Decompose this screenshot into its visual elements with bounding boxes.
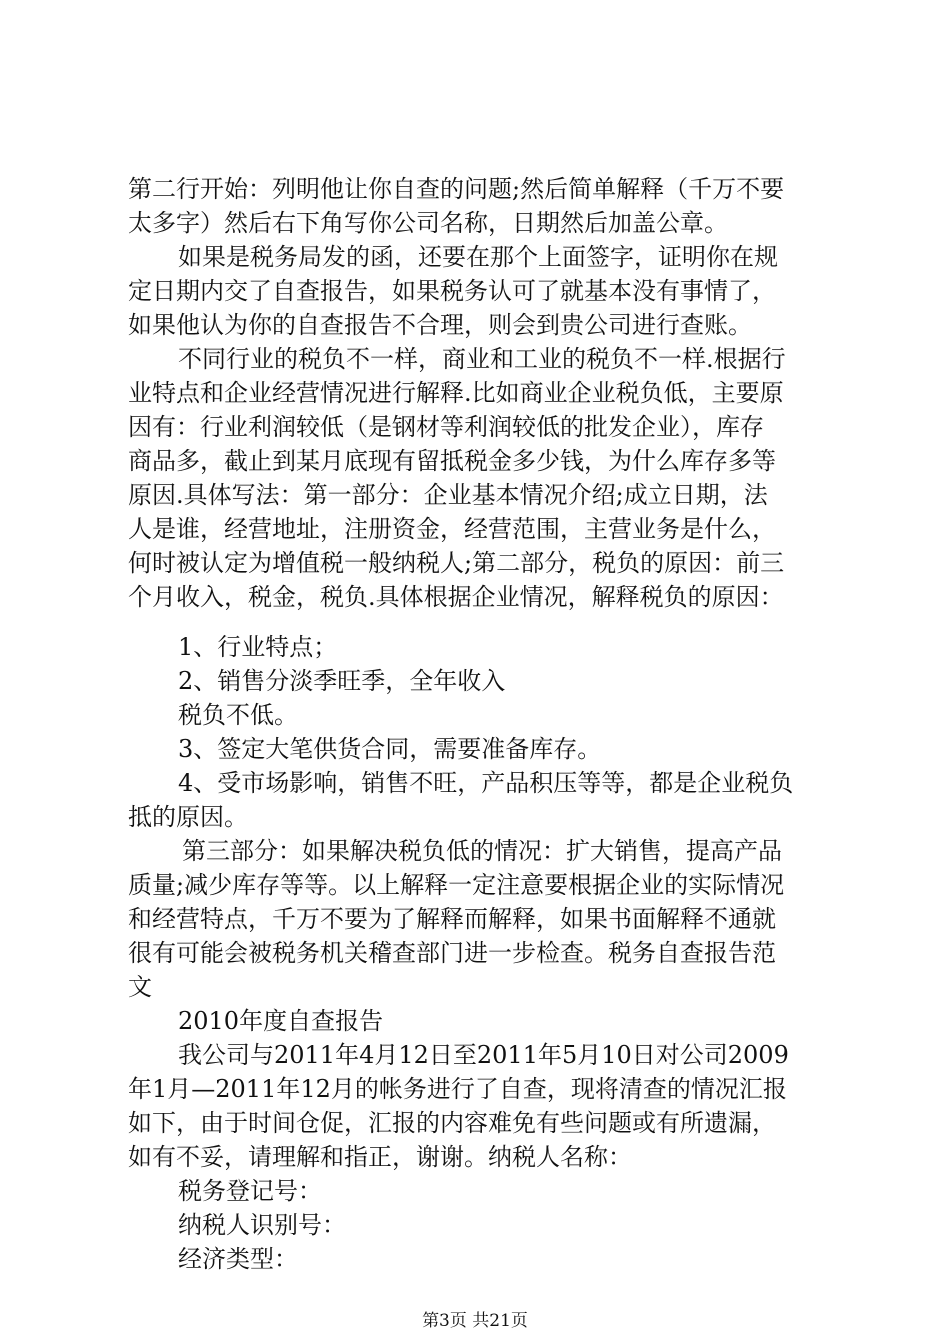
text-line	[0, 1004, 950, 1038]
text-line	[0, 172, 950, 206]
text: 如下，由于时间仓促，汇报的内容难免有些问题或有所遗漏，	[128, 1109, 776, 1137]
text-line	[0, 902, 950, 936]
text-line	[0, 936, 950, 970]
text: 年1月—2011年12月的帐务进行了自查，现将清查的情况汇报	[128, 1075, 787, 1103]
text-line	[0, 868, 950, 902]
text-line	[0, 1106, 950, 1140]
text: 3、签定大笔供货合同，需要准备库存。	[178, 735, 602, 763]
text-line	[0, 698, 950, 732]
text-line	[0, 410, 950, 444]
text: 我公司与2011年4月12日至2011年5月10日对公司2009	[178, 1041, 789, 1069]
text-line	[0, 478, 950, 512]
text-line	[0, 206, 950, 240]
text-line	[0, 766, 950, 800]
text: 因有：行业利润较低（是钢材等利润较低的批发企业），库存	[128, 413, 764, 441]
text-line	[0, 630, 950, 664]
text-line	[0, 512, 950, 546]
text-line	[0, 970, 950, 1004]
text-line	[0, 580, 950, 614]
text: 商品多，截止到某月底现有留抵税金多少钱，为什么库存多等	[128, 447, 776, 475]
text: 定日期内交了自查报告，如果税务认可了就基本没有事情了，	[128, 277, 776, 305]
text: 如果是税务局发的函，还要在那个上面签字，证明你在规	[178, 243, 778, 271]
text: 如有不妥，请理解和指正，谢谢。纳税人名称：	[128, 1143, 632, 1171]
text-line	[0, 1140, 950, 1174]
text-line	[0, 800, 950, 834]
text: 人是谁，经营地址，注册资金，经营范围，主营业务是什么，	[128, 515, 776, 543]
text-line	[0, 1208, 950, 1242]
text: 文	[128, 973, 152, 1001]
text: 4、受市场影响，销售不旺，产品积压等等，都是企业税负	[178, 769, 794, 797]
text: 经济类型：	[178, 1245, 298, 1273]
text-line	[0, 1174, 950, 1208]
text-line	[0, 1072, 950, 1106]
text-line	[0, 240, 950, 274]
text-line	[0, 342, 950, 376]
text: 原因.具体写法：第一部分：企业基本情况介绍;成立日期，法	[128, 481, 768, 509]
text: 2、销售分淡季旺季，全年收入	[178, 667, 506, 695]
text: 太多字）然后右下角写你公司名称，日期然后加盖公章。	[128, 209, 728, 237]
text-line	[0, 444, 950, 478]
text: 税务登记号：	[178, 1177, 322, 1205]
page-number-footer: 第3页 共21页	[422, 1311, 528, 1331]
text-line	[0, 308, 950, 342]
text: 抵的原因。	[128, 803, 248, 831]
text: 个月收入，税金，税负.具体根据企业情况，解释税负的原因：	[128, 583, 784, 611]
text-line	[0, 732, 950, 766]
text: 纳税人识别号：	[178, 1211, 346, 1239]
text: 不同行业的税负不一样，商业和工业的税负不一样.根据行	[178, 345, 786, 373]
text: 和经营特点，千万不要为了解释而解释，如果书面解释不通就	[128, 905, 776, 933]
text: 何时被认定为增值税一般纳税人;第二部分，税负的原因：前三	[128, 549, 785, 577]
text: 2010年度自查报告	[178, 1007, 384, 1035]
text: 质量;减少库存等等。以上解释一定注意要根据企业的实际情况	[128, 871, 785, 899]
text-line	[0, 274, 950, 308]
text: 业特点和企业经营情况进行解释.比如商业企业税负低，主要原	[128, 379, 784, 407]
text: 第二行开始：列明他让你自查的问题;然后简单解释（千万不要	[128, 175, 785, 203]
text: 如果他认为你的自查报告不合理，则会到贵公司进行查账。	[128, 311, 752, 339]
text-line	[0, 834, 950, 868]
text-line	[0, 376, 950, 410]
text: 很有可能会被税务机关稽查部门进一步检查。税务自查报告范	[128, 939, 776, 967]
text: 第三部分：如果解决税负低的情况：扩大销售，提高产品	[182, 837, 782, 865]
text-line	[0, 546, 950, 580]
text: 1、行业特点；	[178, 633, 338, 661]
text-line	[0, 664, 950, 698]
text: 税负不低。	[178, 701, 298, 729]
text-line	[0, 1242, 950, 1276]
text-line	[0, 1038, 950, 1072]
